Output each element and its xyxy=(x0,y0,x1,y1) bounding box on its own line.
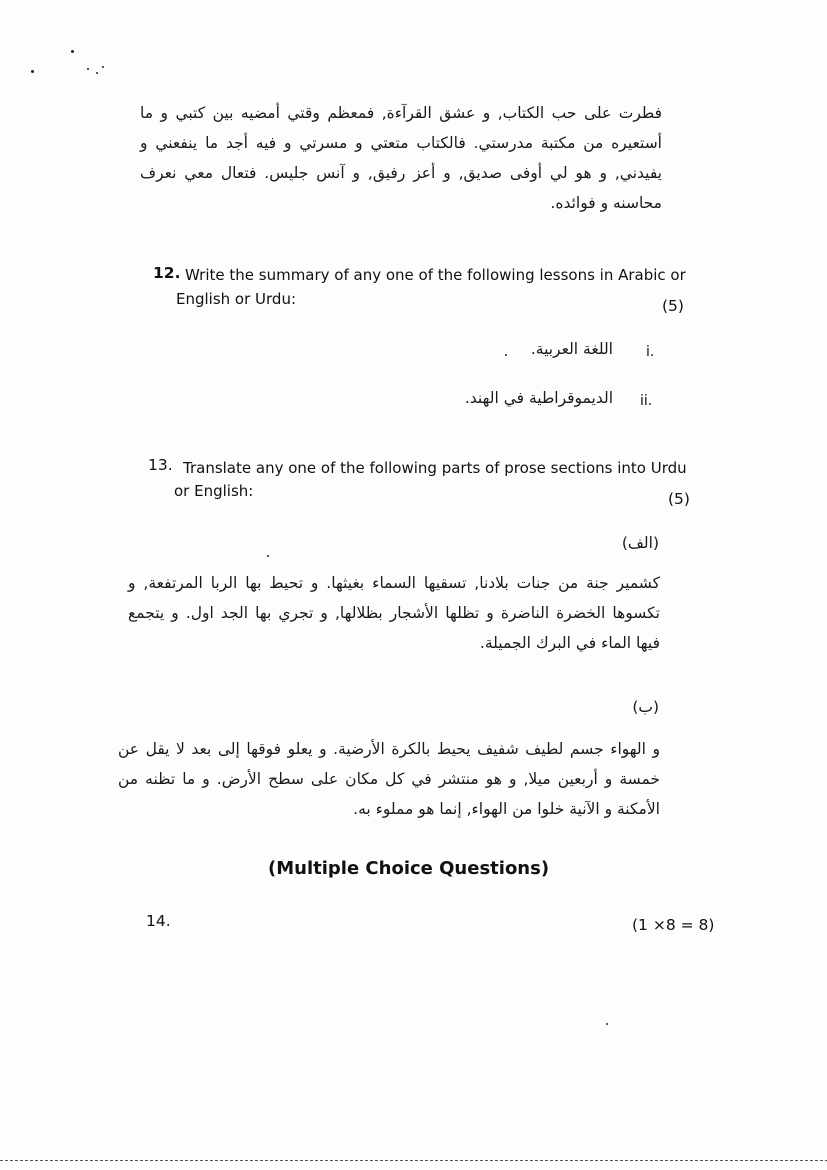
q13-marks: (5) xyxy=(668,490,690,508)
scan-speck xyxy=(31,70,34,73)
scan-speck xyxy=(505,354,507,356)
scan-speck xyxy=(267,555,269,557)
q14-marks: (1 ×8 = 8) xyxy=(632,916,715,934)
q12-text-line2: English or Urdu: xyxy=(176,290,297,308)
q12-option-1-label: i. xyxy=(646,344,655,360)
q12-number: 12. xyxy=(153,264,181,282)
q12-option-2-text: الديموقراطية في الهند. xyxy=(464,389,613,407)
q12-option-2-label: ii. xyxy=(640,393,653,409)
intro-paragraph: فطرت على حب الكتاب, و عشق القرآءة, فمعظم وقتي أمضيه بين كتبي و ما أستعيره من مكتبة مدرستي. فالكتاب متعتي و مسرتي و فيه أجد ما ينفعني و يفيدني, و هو لي أوفى صديق, و أعز رفيق, و آنس جليس. فتعال معي نعرف محاسنه و فوائده. xyxy=(140,104,662,212)
scan-speck xyxy=(102,66,104,68)
q13-text-line2: or English: xyxy=(174,482,254,500)
scan-speck xyxy=(606,1023,608,1025)
q12-marks: (5) xyxy=(662,297,684,315)
q13-part-b-label: (ب) xyxy=(632,698,659,716)
q13-part-a-text: كشمير جنة من جنات بلادنا, تسقيها السماء بغيثها. و تحيط بها الربا المرتفعة, و تكسوها الخضرة الناضرة و تظلها الأشجار بظلالها, و تجري بها الجد اول. و يتجمع فيها الماء في البرك الجميلة. xyxy=(128,574,660,652)
q13-part-a-label: (الف) xyxy=(621,534,659,552)
scan-speck xyxy=(71,50,74,53)
q13-text-line1: Translate any one of the following parts of prose sections into Urdu xyxy=(183,459,687,477)
q12-option-1-text: اللغة العربية. xyxy=(530,340,613,358)
q13-part-b-text: و الهواء جسم لطيف شفيف يحيط بالكرة الأرضية. و يعلو فوقها إلى بعد لا يقل عن خمسة و أربعين ميلا, و هو منتشر في كل مكان على سطح الأرض. و ما تظنه من الأمكنة و الآنية خلوا من الهواء, إنما هو مملوء به. xyxy=(118,740,660,818)
q12-text-line1: Write the summary of any one of the following lessons in Arabic or xyxy=(185,266,686,284)
scan-speck xyxy=(96,72,98,74)
scan-speck xyxy=(87,68,89,70)
mcq-heading: (Multiple Choice Questions) xyxy=(268,858,550,879)
q14-number: 14. xyxy=(146,912,171,930)
q13-number: 13. xyxy=(148,456,173,474)
scan-edge-line xyxy=(0,1160,827,1161)
